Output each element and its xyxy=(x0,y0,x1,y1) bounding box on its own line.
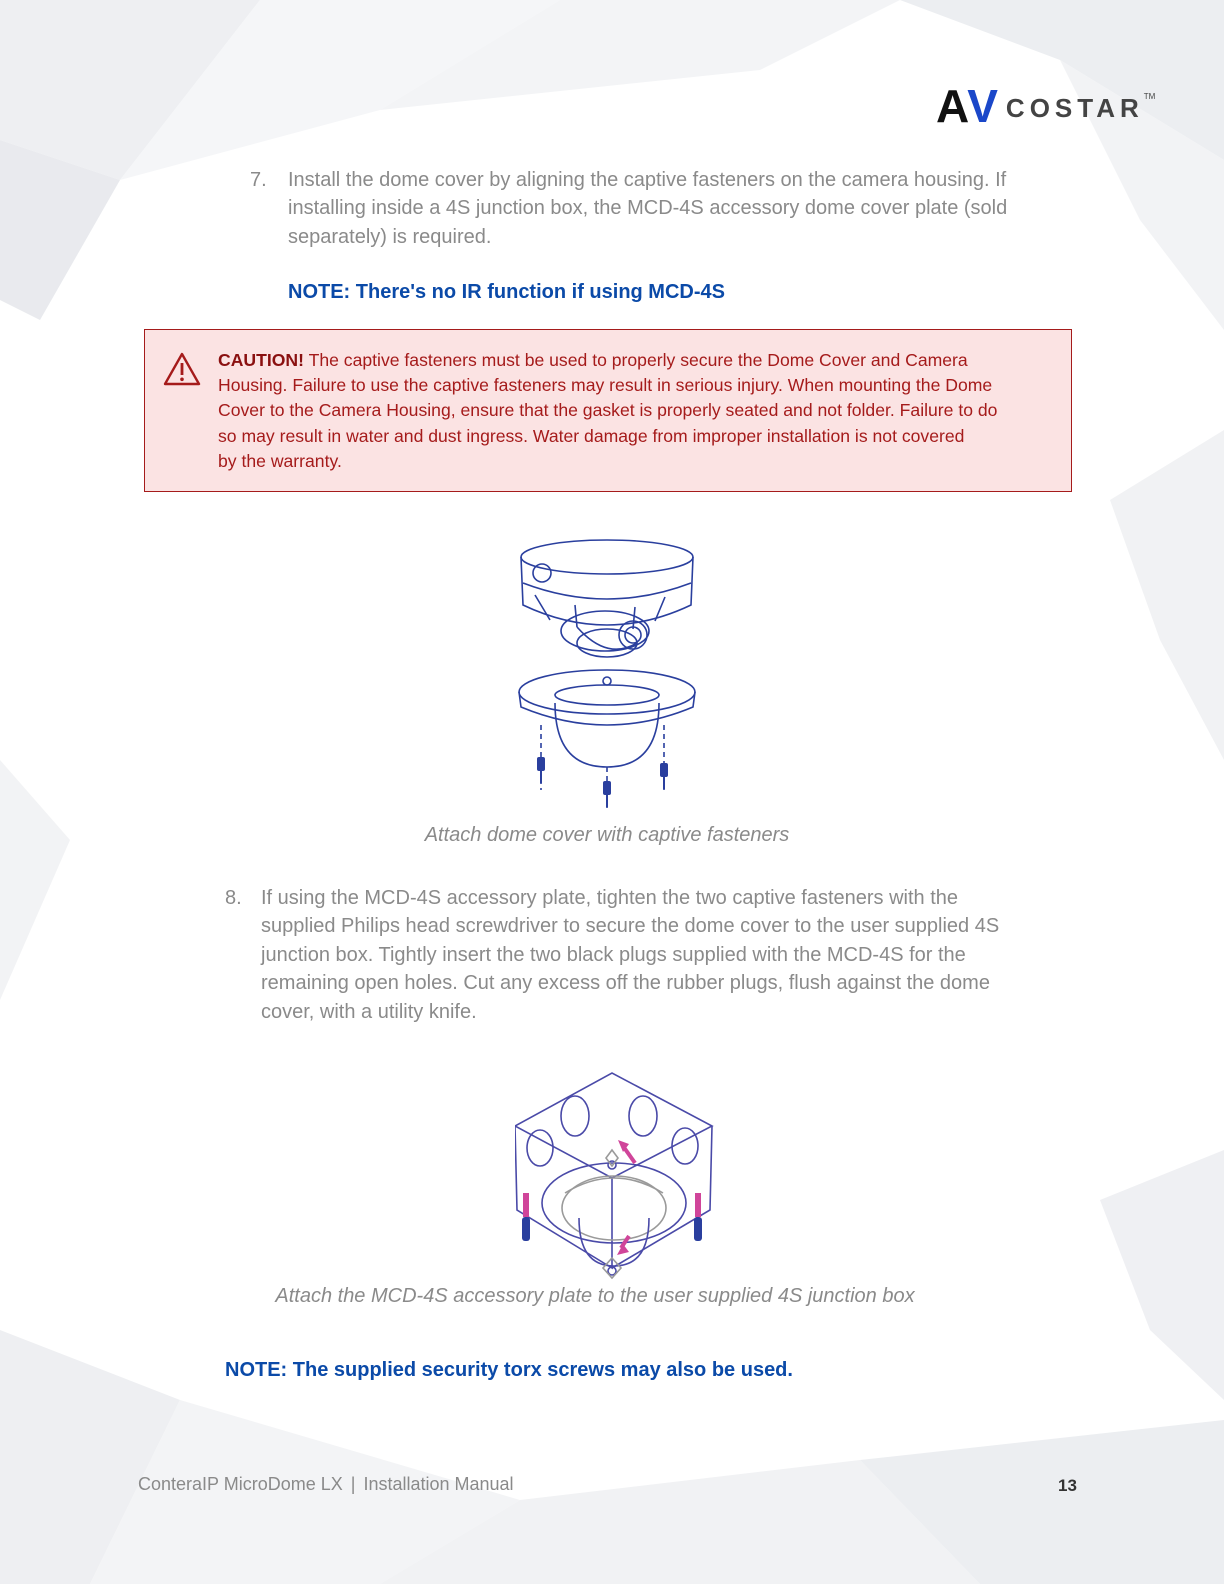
logo-v-letter: V xyxy=(967,80,998,132)
caution-line: so may result in water and dust ingress. Water damage from improper installation is not covered xyxy=(218,425,965,446)
step-number: 7. xyxy=(250,169,267,191)
step-line: separately) is required. xyxy=(288,225,492,248)
avcostar-logo xyxy=(936,80,1156,132)
caution-box xyxy=(144,329,1072,492)
logo-wordmark: COSTAR xyxy=(1005,92,1144,123)
caution-line: by the warranty. xyxy=(218,450,342,471)
logo-trademark: TM xyxy=(1143,92,1156,101)
page-number: 13 xyxy=(1058,1476,1077,1495)
logo-mark xyxy=(936,80,998,132)
footer-product: ConteraIP MicroDome LX xyxy=(138,1474,343,1494)
step-number: 8. xyxy=(225,887,242,909)
caution-text xyxy=(218,348,1048,474)
logo-av-text: A xyxy=(936,80,968,132)
dome-cover-illustration xyxy=(515,535,705,820)
step-text xyxy=(288,166,1048,251)
footer-title xyxy=(138,1474,514,1495)
caution-line-text: The captive fasteners must be used to properly secure the Dome Cover and Camera xyxy=(304,350,968,370)
warning-triangle-icon xyxy=(163,352,201,386)
figure-caption: Attach dome cover with captive fasteners xyxy=(424,824,790,846)
note-no-ir: NOTE: There's no IR function if using MCD-4S xyxy=(288,281,725,303)
step-line: junction box. Tightly insert the two black plugs supplied with the MCD-4S for the xyxy=(261,943,966,966)
step-line: If using the MCD-4S accessory plate, tighten the two captive fasteners with the xyxy=(261,887,959,909)
caution-line xyxy=(218,348,1048,373)
junction-box-illustration xyxy=(515,1068,715,1293)
caution-label: CAUTION! xyxy=(218,350,305,370)
step-line: supplied Philips head screwdriver to secure the dome cover to the user supplied 4S xyxy=(261,915,1000,938)
step-line: Install the dome cover by aligning the captive fasteners on the camera housing. If xyxy=(288,169,1007,191)
figure-caption: Attach the MCD-4S accessory plate to the user supplied 4S junction box xyxy=(275,1285,915,1307)
step-text xyxy=(261,884,1061,1026)
footer-doc: Installation Manual xyxy=(363,1474,514,1494)
step-line: cover, with a utility knife. xyxy=(261,1000,477,1023)
step-line: remaining open holes. Cut any excess off the rubber plugs, flush against the dome xyxy=(261,972,990,995)
caution-line: Cover to the Camera Housing, ensure that the gasket is properly seated and not folder. Failure to do xyxy=(218,400,998,421)
footer-separator: | xyxy=(350,1474,356,1494)
step-line: installing inside a 4S junction box, the MCD-4S accessory dome cover plate (sold xyxy=(288,197,1008,220)
note-torx-screws: NOTE: The supplied security torx screws may also be used. xyxy=(225,1359,793,1381)
caution-line: Housing. Failure to use the captive fasteners may result in serious injury. When mounting the Dome xyxy=(218,375,993,396)
